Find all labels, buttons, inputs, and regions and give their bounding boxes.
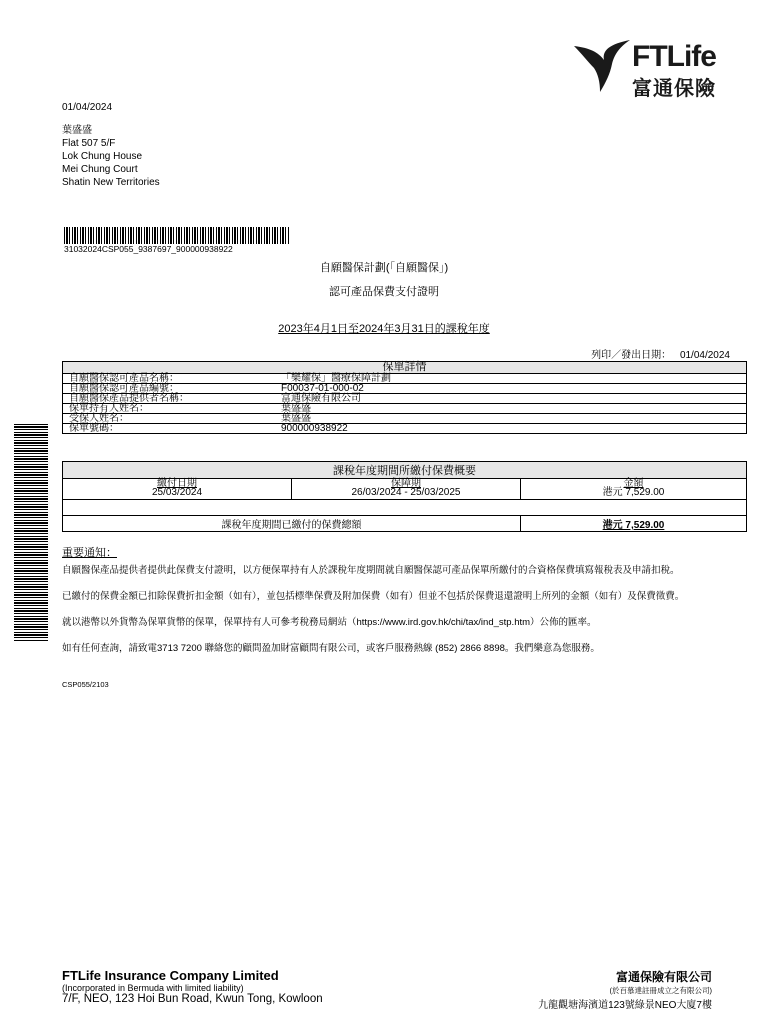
- row-label: 自願醫保產品提供者名稱：: [63, 394, 276, 404]
- table-row: [63, 414, 747, 424]
- ftlife-logo: [572, 38, 722, 100]
- table-row: [63, 374, 747, 384]
- address-zh: 九龍觀塘海濱道123號綠景NEO大廈7樓: [538, 1000, 712, 1011]
- print-date: [591, 346, 730, 361]
- row-value: 富通保險有限公司: [275, 394, 747, 404]
- row-label: 自願醫保認可產品名稱：: [63, 374, 276, 384]
- row-value: 葉盛盛: [275, 404, 747, 414]
- policy-details-table: [62, 361, 747, 434]
- barcode-text: 31032024CSP055_9387697_900000938922: [64, 244, 233, 254]
- footer-chinese: [538, 968, 712, 1011]
- cell-value: 26/03/2024 - 25/03/2025: [351, 487, 461, 498]
- company-name-zh: 富通保險有限公司: [615, 970, 712, 984]
- table-row: [63, 404, 747, 414]
- document-title: 自願醫保計劃(「自願醫保」): [319, 262, 449, 274]
- premium-summary-heading: 課稅年度期間所繳付保費概要: [63, 462, 747, 479]
- table-row: [63, 394, 747, 404]
- address-en: 7/F, NEO, 123 Hoi Bun Road, Kwun Tong, Kowloon: [62, 993, 323, 1005]
- note-item: 如有任何查詢，請致電3713 7200 聯絡您的顧問盈加財富顧問有限公司，或客戶服務熱線 (852) 2866 8898。我們樂意為您服務。: [62, 643, 600, 654]
- cell-value: 25/03/2024: [151, 487, 203, 498]
- row-label: 自願醫保認可產品編號：: [63, 384, 276, 394]
- address-line: Mei Chung Court: [62, 164, 138, 175]
- notes-heading: 重要通知：: [62, 547, 117, 559]
- side-barcode-text: [0, 489, 1, 540]
- letter-date: 01/04/2024: [62, 102, 113, 113]
- total-value: 港元 7,529.00: [521, 516, 747, 532]
- row-label: 保單持有人姓名：: [63, 404, 276, 414]
- premium-summary-table: [62, 461, 747, 532]
- amount-cell: [521, 479, 747, 500]
- policy-details-heading: 保單詳情: [63, 362, 747, 374]
- bird-icon: [572, 38, 632, 94]
- note-item: 已繳付的保費金額已扣除保費折扣金額（如有），並包括標準保費及附加保費（如有）但並不包括於保費退還證明上所列的金額（如有）及保費徵費。: [62, 591, 685, 602]
- table-row: [63, 424, 747, 434]
- total-row: [63, 516, 747, 532]
- incorporation-en: (Incorporated in Bermuda with limited liability): [62, 983, 244, 993]
- logo-text-zh: 富通保險: [632, 78, 716, 100]
- note-item: 自願醫保產品提供者提供此保費支付證明，以方便保單持有人於課稅年度期間就自願醫保認可產品保單所繳付的合資格保費填寫報稅表及申請扣稅。: [62, 565, 680, 576]
- payment-date-cell: [63, 479, 292, 500]
- blank-row: [63, 500, 747, 516]
- important-notes: [62, 544, 752, 654]
- coverage-period-cell: [292, 479, 521, 500]
- tax-year-period: 2023年4月1日至2024年3月31日的課稅年度: [278, 323, 490, 335]
- row-value: 「樂耀保」醫療保障計劃: [275, 374, 747, 384]
- form-code: CSP055/2103: [62, 680, 109, 689]
- address-line: Flat 507 5/F: [62, 138, 116, 149]
- logo-text-en: FTLife: [632, 40, 716, 73]
- row-value: 葉盛盛: [275, 414, 747, 424]
- address-line: 葉盛盛: [62, 125, 92, 136]
- total-label: 課稅年度期間已繳付的保費總額: [63, 516, 521, 532]
- footer-english: [62, 968, 323, 1005]
- mail-barcode: [64, 227, 290, 244]
- company-name-en: FTLife Insurance Company Limited: [62, 968, 279, 983]
- row-value: F00037-01-000-02: [275, 384, 747, 394]
- row-label: 受保人姓名：: [63, 414, 276, 424]
- document-subtitle: 認可產品保費支付證明: [329, 286, 439, 298]
- print-date-label: 列印／發出日期：: [591, 350, 672, 361]
- table-row: [63, 384, 747, 394]
- row-label: 保單號碼：: [63, 424, 276, 434]
- address-line: Lok Chung House: [62, 151, 143, 162]
- col-header: 金額: [623, 478, 644, 489]
- row-value: 900000938922: [275, 424, 747, 434]
- print-date-value: 01/04/2024: [679, 350, 730, 361]
- col-header: 保障期: [391, 478, 421, 489]
- mailing-address: [62, 124, 160, 189]
- side-barcode: [14, 424, 48, 642]
- address-line: Shatin New Territories: [62, 177, 160, 188]
- table-row: [63, 479, 747, 500]
- cell-value: 港元 7,529.00: [602, 487, 665, 498]
- incorporation-zh: (於百慕達註冊成立之有限公司): [609, 986, 712, 995]
- note-item: 就以港幣以外貨幣為保單貨幣的保單，保單持有人可參考稅務局網站（https://www.ird.gov.hk/chi/tax/ind_stp.htm）公佈的匯率。: [62, 617, 597, 628]
- col-header: 繳付日期: [157, 478, 197, 489]
